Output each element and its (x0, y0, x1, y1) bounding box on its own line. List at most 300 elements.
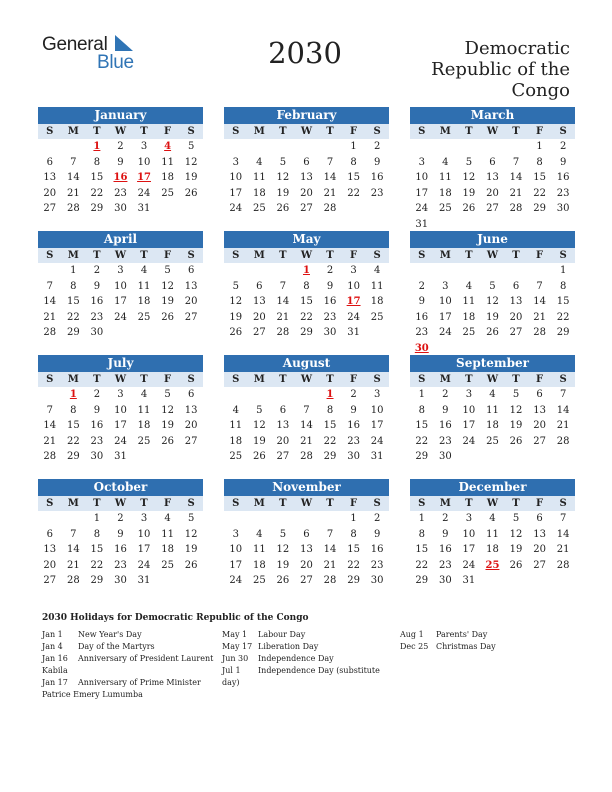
day-cell: 13 (509, 296, 523, 307)
day-cell (271, 263, 295, 279)
day-cell: 13 (533, 528, 546, 540)
month-title: September (410, 355, 575, 372)
weekday-label: M (67, 250, 79, 261)
day-cell: 9 (559, 156, 567, 168)
week-row (224, 170, 389, 186)
week-row (38, 434, 203, 450)
day-cell (156, 325, 180, 341)
day-cell: 27 (509, 327, 523, 338)
day-cell: 20 (43, 187, 57, 199)
day-cell (481, 139, 505, 155)
holiday-item (42, 653, 217, 665)
day-cell: 26 (486, 327, 499, 338)
day-cell: 14 (533, 296, 546, 307)
weekday-label: S (559, 498, 567, 509)
day-cell (551, 217, 575, 233)
day-cell (109, 325, 133, 341)
weekday-label: W (114, 126, 127, 137)
weekday-label: T (326, 374, 334, 385)
day-cell: 16 (114, 544, 127, 555)
day-cell: 26 (229, 327, 243, 338)
day-cell (504, 217, 528, 233)
day-cell: 10 (229, 544, 243, 555)
day-cell: 13 (43, 172, 57, 183)
day-cell: 26 (509, 559, 523, 571)
month-september (410, 355, 575, 465)
holiday-date: Aug 1 (400, 630, 424, 639)
day-cell: 30 (556, 203, 570, 214)
day-cell: 31 (137, 203, 151, 214)
day-cell: 29 (347, 575, 360, 586)
day-cell: 12 (486, 296, 499, 307)
week-row (38, 558, 203, 574)
holiday-name: Independence Day (substitute (258, 666, 380, 675)
day-cell: 19 (184, 544, 198, 555)
weekday-label: T (465, 250, 473, 261)
day-cell: 26 (252, 451, 266, 462)
weekday-label: M (253, 126, 265, 137)
day-cell: 12 (509, 528, 523, 540)
day-cell: 8 (418, 404, 425, 416)
day-cell (295, 511, 319, 527)
day-cell: 14 (509, 172, 523, 183)
day-cell: 3 (442, 280, 449, 292)
day-cell: 9 (117, 156, 124, 168)
day-cell: 23 (370, 559, 384, 571)
weekday-label: F (350, 498, 358, 509)
day-cell: 7 (303, 404, 310, 416)
day-cell: 26 (276, 575, 290, 586)
day-cell: 1 (70, 265, 77, 276)
day-cell: 14 (43, 420, 57, 431)
day-cell: 14 (66, 544, 80, 555)
day-cell (457, 449, 481, 465)
week-row (38, 279, 203, 295)
day-cell: 8 (536, 156, 543, 168)
day-cell: 11 (161, 528, 174, 540)
weekday-label: T (465, 126, 473, 137)
day-cell: 30 (438, 575, 452, 586)
day-cell: 18 (161, 544, 174, 555)
day-cell: 5 (279, 528, 287, 540)
week-row (410, 325, 575, 341)
day-cell: 25 (252, 203, 266, 214)
holiday-item (222, 641, 397, 653)
day-cell: 19 (229, 311, 243, 323)
country-line: Democratic (464, 38, 570, 59)
weekday-label: M (253, 250, 265, 261)
weekday-label: F (164, 126, 172, 137)
day-cell: 19 (184, 172, 198, 183)
day-cell: 21 (556, 544, 570, 555)
week-row (224, 558, 389, 574)
day-cell: 5 (164, 389, 171, 400)
day-cell: 16 (556, 172, 570, 183)
weekday-label: T (326, 250, 334, 261)
week-row (224, 511, 389, 527)
day-cell (481, 341, 505, 357)
day-cell: 18 (486, 420, 499, 431)
weekday-label: T (140, 250, 148, 261)
day-cell (62, 511, 86, 527)
day-cell: 31 (114, 451, 127, 462)
day-cell: 19 (276, 187, 290, 199)
day-cell: 28 (509, 203, 523, 214)
month-title: May (224, 231, 389, 248)
month-october (38, 479, 203, 589)
day-cell: 6 (187, 389, 195, 400)
day-cell: 8 (70, 404, 77, 416)
month-march (410, 107, 575, 232)
weekday-label: F (350, 374, 358, 385)
day-cell: 24 (347, 311, 360, 323)
day-cell: 2 (373, 513, 381, 524)
day-cell: 23 (438, 435, 452, 447)
day-cell: 20 (300, 559, 313, 571)
day-cell: 5 (187, 513, 195, 524)
day-cell: 21 (66, 559, 80, 571)
day-cell (156, 201, 180, 217)
day-cell: 21 (300, 435, 313, 447)
day-cell (481, 217, 505, 233)
weekday-label: S (373, 126, 381, 137)
day-cell (481, 263, 505, 279)
day-cell (179, 449, 203, 465)
day-cell: 10 (137, 156, 151, 168)
day-cell: 23 (323, 311, 337, 323)
holiday-day-cell: 25 (485, 559, 500, 571)
day-cell: 30 (347, 451, 360, 462)
day-cell: 22 (347, 559, 360, 571)
weekday-header (38, 372, 203, 387)
day-cell: 4 (140, 265, 148, 276)
day-cell: 12 (509, 404, 523, 416)
day-cell: 14 (323, 172, 337, 183)
day-cell (342, 201, 366, 217)
day-cell: 27 (533, 435, 546, 447)
day-cell (132, 449, 156, 465)
day-cell: 16 (323, 296, 337, 307)
day-cell: 27 (300, 575, 313, 586)
week-row (38, 387, 203, 403)
day-cell (156, 573, 180, 589)
day-cell: 1 (350, 141, 357, 152)
weekday-label: T (326, 498, 334, 509)
day-cell: 10 (114, 280, 127, 292)
day-cell: 10 (229, 172, 243, 183)
day-cell: 12 (184, 156, 198, 168)
week-row (410, 558, 575, 574)
day-cell: 17 (415, 187, 429, 199)
day-cell: 9 (350, 404, 357, 416)
weekday-label: S (232, 250, 240, 261)
month-december (410, 479, 575, 589)
day-cell: 26 (184, 187, 198, 199)
weekday-label: M (439, 498, 451, 509)
holiday-day-cell: 17 (137, 172, 151, 183)
day-cell: 17 (438, 311, 452, 323)
week-row (410, 387, 575, 403)
weekday-label: M (67, 126, 79, 137)
day-cell: 19 (486, 311, 499, 323)
day-cell (434, 341, 458, 357)
day-cell: 10 (462, 528, 476, 540)
day-cell: 26 (276, 203, 290, 214)
holiday-item (222, 653, 397, 665)
holiday-date: Jan 16 (42, 654, 68, 663)
day-cell (528, 341, 552, 357)
day-cell: 11 (252, 172, 266, 183)
holiday-name: Labour Day (258, 630, 306, 639)
day-cell: 31 (137, 575, 151, 586)
day-cell: 16 (438, 420, 452, 431)
weekday-label: T (140, 374, 148, 385)
day-cell: 6 (187, 265, 195, 276)
day-cell: 7 (70, 528, 77, 540)
weekday-header (224, 496, 389, 511)
month-title: January (38, 107, 203, 124)
weekday-label: S (418, 250, 426, 261)
day-cell (528, 217, 552, 233)
day-cell: 1 (559, 265, 567, 276)
day-cell: 31 (415, 218, 429, 230)
weekday-label: T (279, 498, 287, 509)
day-cell: 29 (66, 327, 80, 338)
day-cell: 29 (415, 451, 429, 462)
day-cell: 2 (442, 513, 449, 524)
day-cell (248, 139, 272, 155)
day-cell: 30 (90, 451, 104, 462)
holiday-day-cell: 4 (164, 141, 172, 152)
day-cell: 2 (326, 265, 334, 276)
day-cell (156, 449, 180, 465)
holiday-day-cell: 30 (414, 342, 429, 354)
day-cell: 13 (184, 404, 198, 416)
day-cell: 28 (276, 327, 290, 338)
day-cell (318, 139, 342, 155)
day-cell: 14 (556, 528, 570, 540)
day-cell: 15 (415, 544, 429, 555)
day-cell: 9 (418, 296, 425, 307)
day-cell: 17 (370, 420, 384, 431)
country-line: Republic of the (431, 59, 570, 80)
week-row (224, 434, 389, 450)
day-cell: 23 (556, 187, 570, 199)
day-cell: 16 (90, 420, 104, 431)
day-cell: 2 (350, 389, 357, 400)
logo-triangle-icon (113, 35, 135, 53)
day-cell: 16 (438, 544, 452, 555)
day-cell: 17 (462, 544, 476, 555)
day-cell: 28 (323, 203, 337, 214)
day-cell: 10 (137, 528, 151, 540)
day-cell: 29 (415, 575, 429, 586)
week-row (38, 310, 203, 326)
day-cell (295, 387, 319, 403)
weekday-header (224, 372, 389, 387)
day-cell: 1 (93, 513, 101, 524)
day-cell: 13 (184, 280, 198, 292)
holiday-column (42, 629, 217, 701)
holidays-title: 2030 Holidays for Democratic Republic of the Congo (42, 613, 309, 623)
day-cell (551, 573, 575, 589)
day-cell: 27 (184, 311, 198, 323)
day-cell (528, 263, 552, 279)
week-row (38, 186, 203, 202)
weekday-label: T (465, 498, 473, 509)
day-cell: 8 (418, 528, 425, 540)
weekday-label: S (187, 374, 195, 385)
day-cell (224, 511, 248, 527)
day-cell (248, 387, 272, 403)
day-cell (457, 341, 481, 357)
weekday-label: S (373, 498, 381, 509)
weekday-label: F (350, 250, 358, 261)
holiday-date: Jan 17 (42, 678, 68, 687)
day-cell: 9 (93, 404, 101, 416)
week-row (38, 139, 203, 155)
day-cell: 24 (137, 187, 151, 199)
day-cell: 11 (486, 528, 499, 540)
day-cell: 18 (252, 559, 266, 571)
holiday-date: Jul 1 (222, 666, 241, 675)
weekday-label: S (373, 374, 381, 385)
day-cell: 28 (323, 575, 337, 586)
weekday-label: S (46, 126, 54, 137)
day-cell: 24 (415, 203, 429, 214)
weekday-label: W (486, 374, 499, 385)
week-row (224, 294, 389, 310)
day-cell: 3 (232, 156, 239, 168)
day-cell: 11 (462, 296, 476, 307)
day-cell: 3 (350, 265, 357, 276)
day-cell: 19 (509, 544, 523, 555)
holiday-column (222, 629, 397, 689)
weekday-label: S (232, 374, 240, 385)
day-cell (434, 263, 458, 279)
holiday-item (42, 677, 217, 689)
day-cell: 3 (117, 389, 124, 400)
day-cell: 4 (140, 389, 148, 400)
weekday-label: F (164, 250, 172, 261)
day-cell: 15 (66, 420, 80, 431)
week-row (224, 573, 389, 589)
day-cell: 6 (279, 404, 287, 416)
day-cell: 7 (70, 156, 77, 168)
day-cell: 26 (462, 203, 476, 214)
week-row (224, 279, 389, 295)
day-cell: 12 (276, 544, 290, 555)
day-cell (224, 263, 248, 279)
month-title: August (224, 355, 389, 372)
day-cell: 25 (161, 187, 174, 199)
day-cell (457, 139, 481, 155)
day-cell: 4 (489, 513, 496, 524)
day-cell: 3 (465, 389, 473, 400)
weekday-header (410, 496, 575, 511)
day-cell: 29 (533, 203, 546, 214)
day-cell: 5 (256, 404, 263, 416)
day-cell: 23 (114, 187, 127, 199)
day-cell: 5 (187, 141, 195, 152)
day-cell: 3 (140, 513, 148, 524)
day-cell: 16 (415, 311, 429, 323)
day-cell: 6 (46, 156, 53, 168)
day-cell: 7 (326, 156, 334, 168)
day-cell: 13 (252, 296, 266, 307)
day-cell: 18 (438, 187, 452, 199)
day-cell: 29 (66, 451, 80, 462)
day-cell: 4 (256, 528, 263, 540)
day-cell: 27 (300, 203, 313, 214)
day-cell: 1 (536, 141, 543, 152)
week-row (410, 310, 575, 326)
weekday-label: S (46, 374, 54, 385)
week-row (410, 434, 575, 450)
day-cell: 20 (300, 187, 313, 199)
holiday-date: May 1 (222, 630, 248, 639)
weekday-label: S (46, 498, 54, 509)
day-cell: 31 (462, 575, 476, 586)
day-cell: 25 (229, 451, 243, 462)
day-cell: 21 (66, 187, 80, 199)
day-cell: 5 (512, 513, 520, 524)
day-cell: 23 (347, 435, 360, 447)
holiday-date: Jan 1 (42, 630, 63, 639)
day-cell: 12 (252, 420, 266, 431)
week-row (224, 449, 389, 465)
day-cell: 8 (559, 280, 567, 292)
day-cell: 2 (117, 513, 124, 524)
holiday-day-cell: 1 (93, 141, 101, 152)
day-cell: 28 (43, 451, 57, 462)
week-row (38, 542, 203, 558)
holiday-column (400, 629, 550, 653)
day-cell: 9 (373, 156, 381, 168)
day-cell (434, 139, 458, 155)
day-cell (528, 449, 552, 465)
weekday-label: M (67, 374, 79, 385)
week-row (224, 263, 389, 279)
day-cell: 15 (300, 296, 313, 307)
weekday-label: S (187, 250, 195, 261)
day-cell: 14 (43, 296, 57, 307)
holiday-name: Parents' Day (436, 630, 488, 639)
day-cell: 2 (117, 141, 124, 152)
day-cell: 29 (556, 327, 570, 338)
country-line: Congo (511, 80, 570, 101)
day-cell (224, 387, 248, 403)
weekday-label: T (279, 250, 287, 261)
holiday-day-cell: 1 (326, 389, 334, 400)
day-cell: 30 (114, 203, 127, 214)
day-cell: 15 (90, 172, 104, 183)
holiday-date: Jan 4 (42, 642, 63, 651)
weekday-label: W (486, 498, 499, 509)
day-cell (271, 139, 295, 155)
month-february (224, 107, 389, 217)
month-april (38, 231, 203, 341)
weekday-label: M (67, 498, 79, 509)
weekday-label: T (465, 374, 473, 385)
day-cell: 16 (370, 544, 384, 555)
day-cell: 12 (161, 404, 174, 416)
day-cell: 31 (370, 451, 384, 462)
weekday-header (224, 248, 389, 263)
day-cell: 11 (486, 404, 499, 416)
day-cell: 3 (117, 265, 124, 276)
week-row (410, 217, 575, 233)
